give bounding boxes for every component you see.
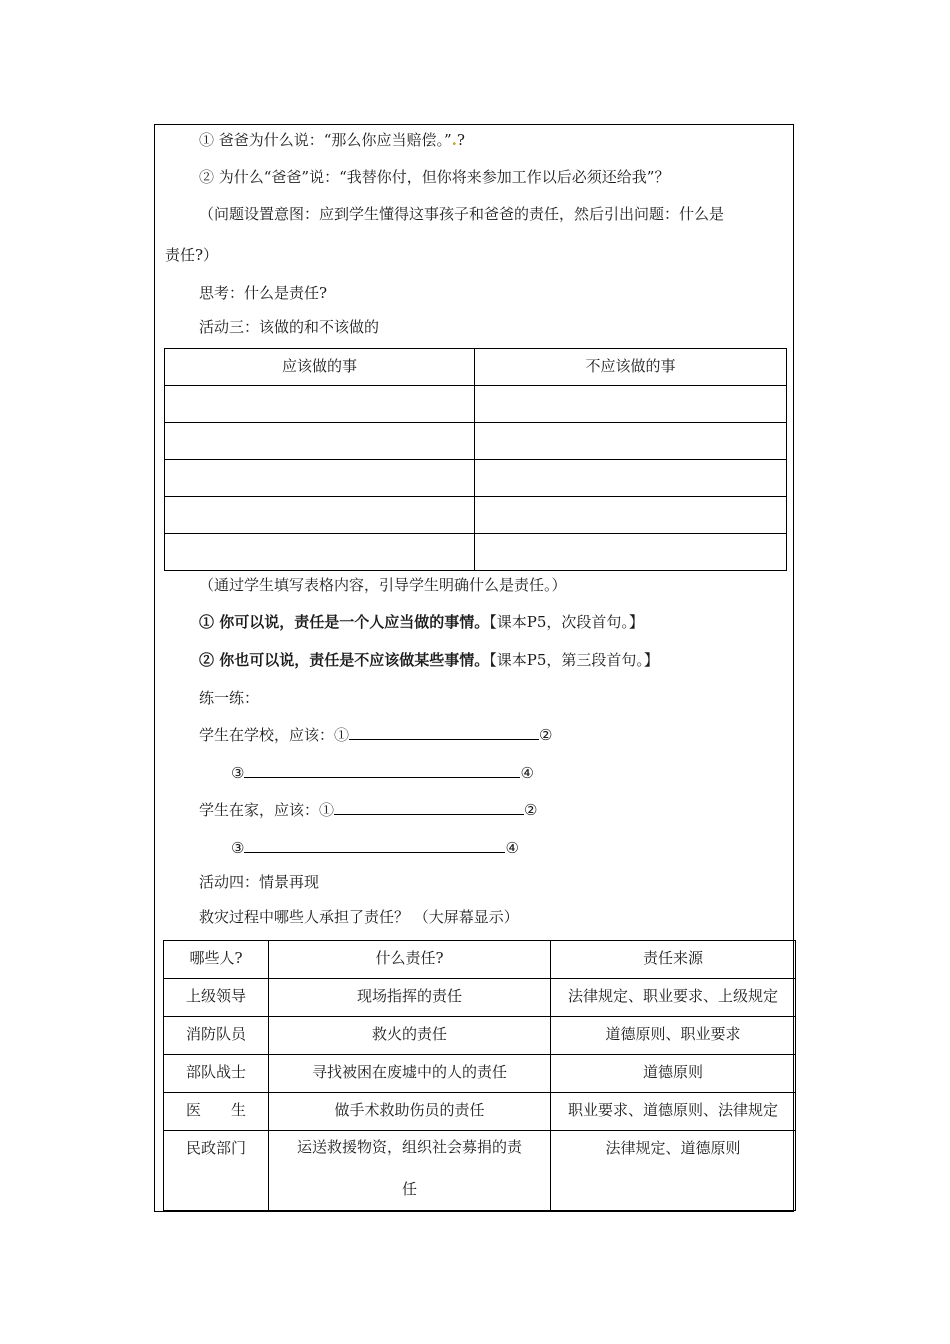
duty-table-row [165,460,787,497]
marker-4: ④ [520,764,534,782]
duty-cell-should-not[interactable] [475,386,787,423]
point-1 [199,612,644,632]
question-1-text: ① 爸爸为什么说：“那么你应当赔偿。” [199,131,452,149]
table-note: （通过学生填写表格内容，引导学生明确什么是责任。） [199,576,567,594]
question-1-mark: . [451,131,457,149]
rescue-question: 救灾过程中哪些人承担了责任？ （大屏幕显示） [199,908,519,926]
rescue-source: 法律规定、道德原则 [551,1131,796,1211]
duty-header-should: 应该做的事 [165,349,475,386]
rescue-header-who: 哪些人? [164,941,269,979]
rescue-who: 上级领导 [164,979,269,1017]
home-line-1 [199,800,537,820]
point-2-ref: 【课本P5，第三段首句。】 [489,651,659,669]
question-2: ② 为什么“爸爸”说：“我替你付，但你将来参加工作以后必须还给我”？ [199,168,670,186]
intent-line-1: （问题设置意图：应到学生懂得这事孩子和爸爸的责任，然后引出问题：什么是 [199,205,725,223]
rescue-who: 消防队员 [164,1017,269,1055]
rescue-what: 现场指挥的责任 [269,979,551,1017]
marker-3: ③ [231,764,245,782]
point-1-text: ① 你可以说，责任是一个人应当做的事情。 [199,613,490,631]
point-2-text: ② 你也可以说，责任是不应该做某些事情。 [199,651,490,669]
duty-cell-should-not[interactable] [475,497,787,534]
rescue-source: 道德原则、职业要求 [551,1017,796,1055]
home-prefix: 学生在家，应该：① [199,801,335,819]
duty-cell-should[interactable] [165,386,475,423]
marker-2: ② [539,726,553,744]
rescue-row [164,1131,796,1211]
rescue-row [164,979,796,1017]
duty-cell-should[interactable] [165,460,475,497]
duty-cell-should-not[interactable] [475,460,787,497]
activity-3-title: 活动三：该做的和不该做的 [199,318,380,336]
duty-table-row [165,497,787,534]
rescue-who: 民政部门 [164,1131,269,1211]
duty-header-should-not: 不应该做的事 [475,349,787,386]
rescue-header-what: 什么责任? [269,941,551,979]
rescue-who: 部队战士 [164,1055,269,1093]
activity-4-title: 活动四：情景再现 [199,873,320,891]
duty-table-row [165,386,787,423]
duty-cell-should[interactable] [165,423,475,460]
home-blank-1[interactable] [334,800,524,815]
intent-line-2: 责任?） [165,246,219,264]
school-blank-3[interactable] [244,763,520,778]
duty-table [164,348,787,571]
rescue-what [269,1131,551,1211]
duty-cell-should-not[interactable] [475,534,787,571]
rescue-header-row [164,941,796,979]
rescue-source: 法律规定、职业要求、上级规定 [551,979,796,1017]
duty-cell-should[interactable] [165,497,475,534]
marker-3: ③ [231,839,245,857]
marker-4: ④ [505,839,519,857]
duty-table-header [165,349,787,386]
point-1-ref: 【课本P5，次段首句。】 [489,613,644,631]
school-prefix: 学生在学校，应该：① [199,726,350,744]
duty-table-row [165,534,787,571]
marker-2: ② [524,801,538,819]
rescue-what-line-2: 任 [401,1180,417,1198]
rescue-row [164,1093,796,1131]
rescue-source: 道德原则 [551,1055,796,1093]
rescue-what-line-1: 运送救援物资，组织社会募捐的责 [296,1138,522,1156]
rescue-header-source: 责任来源 [551,941,796,979]
home-line-2 [231,838,519,858]
rescue-what: 寻找被困在废墟中的人的责任 [269,1055,551,1093]
think-question: 思考：什么是责任? [199,284,328,302]
rescue-what: 做手术救助伤员的责任 [269,1093,551,1131]
school-blank-1[interactable] [349,725,539,740]
rescue-who: 医 生 [164,1093,269,1131]
rescue-table [163,940,796,1211]
school-line-1 [199,725,552,745]
home-blank-3[interactable] [244,838,505,853]
school-line-2 [231,763,534,783]
rescue-row [164,1055,796,1093]
duty-cell-should[interactable] [165,534,475,571]
duty-table-row [165,423,787,460]
practice-title: 练一练： [199,689,260,707]
question-1 [199,130,465,150]
point-2 [199,650,659,670]
rescue-row [164,1017,796,1055]
rescue-source: 职业要求、道德原则、法律规定 [551,1093,796,1131]
duty-cell-should-not[interactable] [475,423,787,460]
question-1-suffix: ? [456,131,465,149]
rescue-what: 救火的责任 [269,1017,551,1055]
